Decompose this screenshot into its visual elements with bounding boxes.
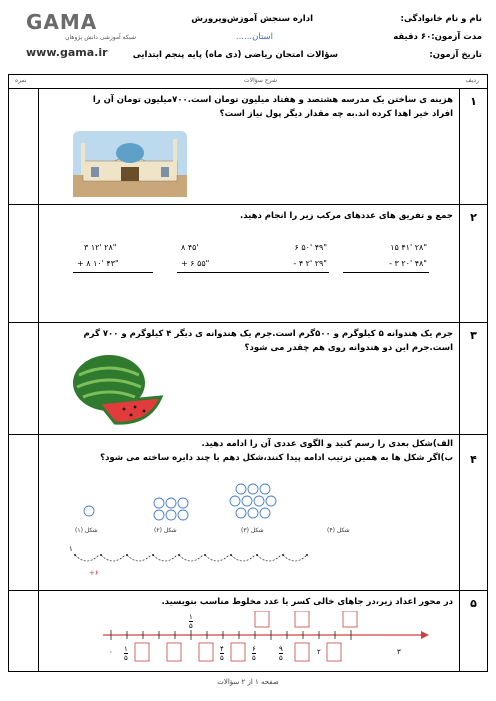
pattern-start-number: ۱: [69, 545, 73, 553]
fraction-tick-1: [124, 645, 128, 662]
problem-2-line: [177, 272, 247, 273]
province-label: استان......: [235, 32, 273, 42]
problem-2-top: ۸ ۴۵': [181, 243, 199, 252]
question-text-a: الف)شکل بعدی را رسم کنید و الگوی عددی آن را ادامه دهید.: [201, 439, 453, 449]
question-row-1: [9, 89, 487, 205]
site-url: www.gama.ir: [26, 46, 108, 59]
question-row-2: [9, 205, 487, 323]
logo-text: GAMA: [26, 10, 98, 34]
problem-4-bottom: - ۳ ۲۰' ۴۸": [389, 259, 427, 268]
problem-3-top: ۶ ۵۰' ۴۹": [294, 243, 327, 252]
figure-3-label: شکل (۳): [241, 527, 264, 534]
col-num-header: ردیف: [465, 77, 479, 84]
fraction-numerator: ۹: [279, 645, 283, 653]
col-question-header: شرح سؤالات: [244, 77, 277, 84]
problem-1-line: [73, 272, 153, 273]
exam-header: [8, 8, 488, 70]
number-pattern-arcs: [67, 541, 367, 581]
fraction-numerator: ۴: [220, 645, 224, 653]
question-number: ۴: [459, 435, 487, 590]
figure-4-label: شکل (۴): [327, 527, 350, 534]
question-row-5: [9, 591, 487, 671]
zero-label: ۰: [109, 648, 113, 656]
top-fraction: [189, 613, 193, 630]
question-text: هزینه ی ساختن یک مدرسه هشتصد و هفتاد میلیون تومان است.۷۰۰میلیون تومان آن را افراد خیر اهدا کرده اند.به چه مقدار دیگر پول نیاز است؟: [92, 95, 453, 119]
fraction-tick-3: [252, 645, 256, 662]
score-cell: [9, 591, 39, 671]
three-label: ۳: [397, 648, 401, 656]
number-line: [41, 611, 451, 669]
question-text: جمع و تفریق های عددهای مرکب زیر را انجام دهید.: [239, 211, 453, 221]
problem-1-bottom: + ۸ ۱۰' ۴۳": [77, 259, 119, 268]
problem-3-line: [247, 272, 329, 273]
problem-4-top: ۱۵ ۴۱' ۲۸": [390, 243, 427, 252]
watermelon-image: [69, 351, 165, 427]
duration-label: مدت آزمون:۶۰ دقیقه: [393, 32, 482, 42]
score-cell: [9, 205, 39, 322]
mosque-school-image: [73, 131, 187, 197]
fraction-numerator: ۶: [252, 645, 256, 653]
question-number: ۵: [459, 591, 487, 671]
question-number: ۲: [459, 205, 487, 322]
fraction-tick-4: [279, 645, 283, 662]
fraction-denominator: ۵: [124, 654, 128, 662]
fraction-denominator: ۵: [220, 654, 224, 662]
logo-subtitle: شبکه آموزشی دانش پژوهان: [65, 34, 136, 41]
fraction-denominator: ۵: [252, 654, 256, 662]
problem-4-line: [343, 272, 429, 273]
two-label: ۲: [317, 648, 321, 656]
date-label: تاریخ آزمون:: [429, 50, 482, 60]
question-text-b: ب)اگر شکل ها به همین ترتیب ادامه پیدا کنند،شکل دهم با چند دایره ساخته می شود؟: [100, 453, 453, 463]
question-row-3: [9, 323, 487, 435]
svg-text:+۶: +۶: [89, 569, 99, 577]
top-fraction-numerator: ۱: [189, 613, 193, 621]
question-row-4: [9, 435, 487, 591]
table-header: [9, 75, 487, 89]
question-text: در محور اعداد زیر،در جاهای خالی کسر یا عدد مخلوط مناسب بنویسید.: [161, 597, 453, 607]
gama-logo: [26, 10, 136, 70]
fraction-numerator: ۱: [124, 645, 128, 653]
org-title: اداره سنجش آموزش‌وپرورش: [191, 14, 313, 24]
score-cell: [9, 323, 39, 434]
top-fraction-denominator: ۵: [189, 622, 193, 630]
question-text: جرم یک هندوانه ۵ کیلوگرم و ۵۰۰گرم است.جرم یک هندوانه ی دیگر ۴ کیلوگرم و ۷۰۰ گرم است.جرم این دو هندوانه روی هم چقدر می شود؟: [83, 329, 453, 353]
problem-2-bottom: + ۶ ۵۵": [181, 259, 210, 268]
problem-1-top: ۳ ۱۲' ۲۸": [84, 243, 117, 252]
question-number: ۱: [459, 89, 487, 204]
question-table: [8, 74, 488, 672]
exam-title: سؤالات امتحان ریاضی (دی ماه) پایه پنجم ابتدایی: [132, 50, 338, 60]
col-score-header: نمره: [15, 77, 27, 84]
score-cell: [9, 89, 39, 204]
figure-2-label: شکل (۲): [154, 527, 177, 534]
circle-pattern-figures: [69, 473, 369, 533]
page-footer: صفحه ۱ از ۲ سؤالات: [217, 678, 279, 686]
fraction-denominator: ۵: [279, 654, 283, 662]
problem-3-bottom: - ۴ ۲' ۲۹": [293, 259, 327, 268]
fraction-tick-2: [220, 645, 224, 662]
figure-1-label: شکل (۱): [75, 527, 98, 534]
question-number: ۳: [459, 323, 487, 434]
exam-page: [8, 8, 488, 693]
name-label: نام و نام خانوادگی:: [400, 14, 482, 24]
